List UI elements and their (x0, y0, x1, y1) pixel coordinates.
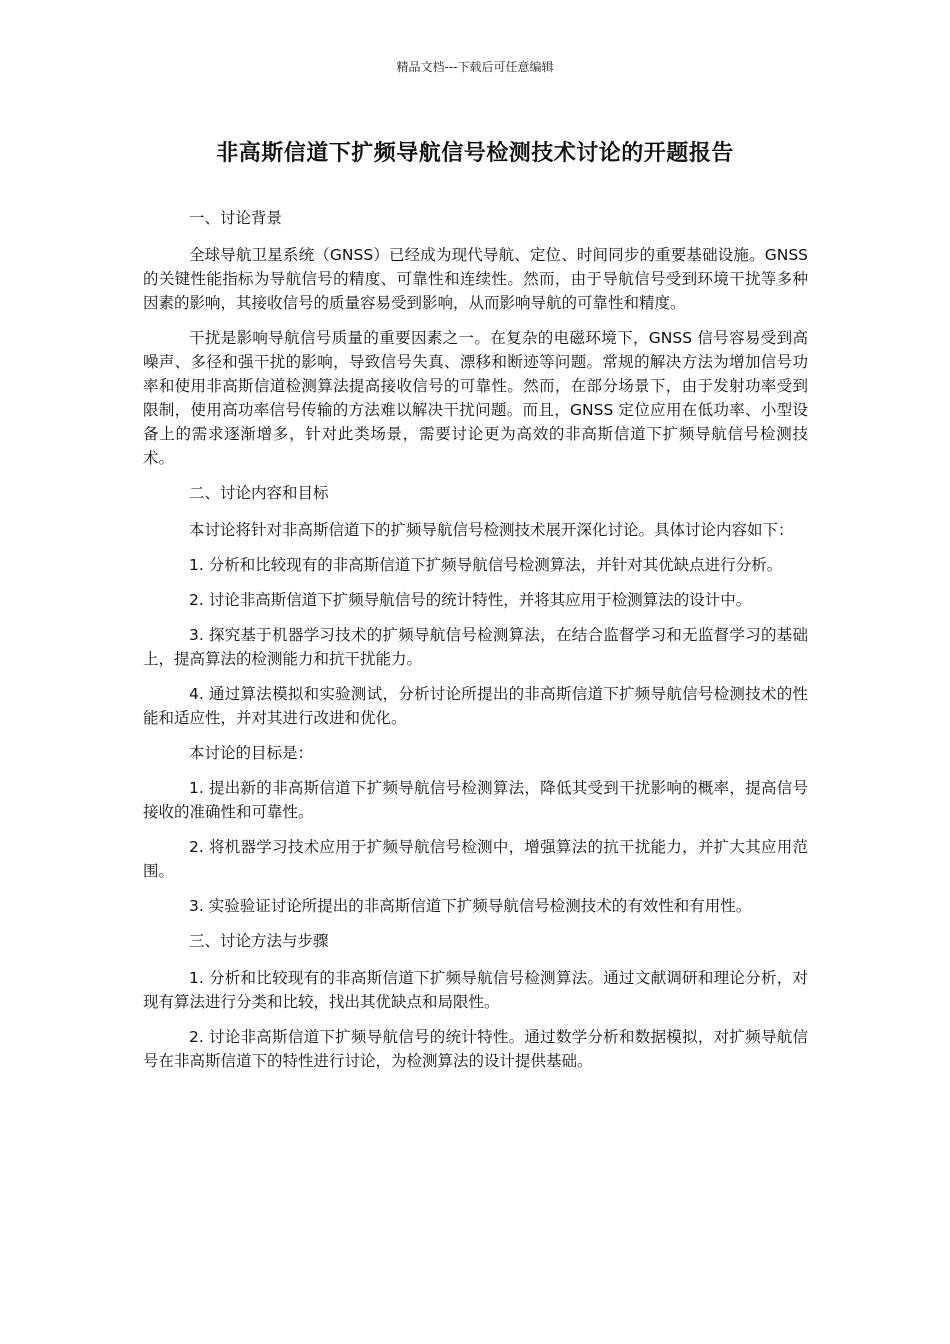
list-item: 3. 探究基于机器学习技术的扩频导航信号检测算法，在结合监督学习和无监督学习的基础上，提高算法的检测能力和抗干扰能力。 (143, 626, 808, 668)
list-item: 1. 分析和比较现有的非高斯信道下扩频导航信号检测算法，并针对其优缺点进行分析。 (189, 556, 783, 574)
section-heading-content-goals: 二、讨论内容和目标 (189, 484, 329, 502)
list-item: 2. 讨论非高斯信道下扩频导航信号的统计特性，并将其应用于检测算法的设计中。 (189, 591, 752, 609)
list-item: 1. 分析和比较现有的非高斯信道下扩频导航信号检测算法。通过文献调研和理论分析，对现有算法进行分类和比较，找出其优缺点和局限性。 (143, 969, 808, 1011)
document-body (143, 206, 808, 1084)
paragraph: 全球导航卫星系统（GNSS）已经成为现代导航、定位、时间同步的重要基础设施。GNSS 的关键性能指标为导航信号的精度、可靠性和连续性。然而，由于导航信号受到环境干扰等多种因素的影响，其接收信号的质量容易受到影响，从而影响导航的可靠性和精度。 (143, 246, 808, 312)
list-item: 2. 讨论非高斯信道下扩频导航信号的统计特性。通过数学分析和数据模拟，对扩频导航信号在非高斯信道下的特性进行讨论，为检测算法的设计提供基础。 (143, 1028, 808, 1070)
section-heading-methods: 三、讨论方法与步骤 (189, 932, 329, 950)
paragraph: 本讨论的目标是： (189, 744, 314, 762)
list-item: 2. 将机器学习技术应用于扩频导航信号检测中，增强算法的抗干扰能力，并扩大其应用范围。 (143, 838, 808, 880)
section-heading-background: 一、讨论背景 (189, 209, 283, 227)
document-title: 非高斯信道下扩频导航信号检测技术讨论的开题报告 (216, 141, 734, 166)
paragraph: 本讨论将针对非高斯信道下的扩频导航信号检测技术展开深化讨论。具体讨论内容如下： (189, 521, 794, 539)
header-note: 精品文档---下载后可任意编辑 (396, 60, 554, 74)
paragraph: 干扰是影响导航信号质量的重要因素之一。在复杂的电磁环境下，GNSS 信号容易受到高噪声、多径和强干扰的影响，导致信号失真、漂移和断迹等问题。常规的解决方法为增加信号功率和使用非高斯信道检测算法提高接收信号的可靠性。然而，在部分场景下，由于发射功率受到限制，使用高功率信号传输的方法难以解决干扰问题。而且，GNSS 定位应用在低功率、小型设备上的需求逐渐增多，针对此类场景，需要讨论更为高效的非高斯信道下扩频导航信号检测技术。 (143, 329, 808, 467)
list-item: 4. 通过算法模拟和实验测试，分析讨论所提出的非高斯信道下扩频导航信号检测技术的性能和适应性，并对其进行改进和优化。 (143, 685, 808, 727)
list-item: 3. 实验验证讨论所提出的非高斯信道下扩频导航信号检测技术的有效性和有用性。 (189, 897, 752, 915)
list-item: 1. 提出新的非高斯信道下扩频导航信号检测算法，降低其受到干扰影响的概率，提高信号接收的准确性和可靠性。 (143, 779, 808, 821)
